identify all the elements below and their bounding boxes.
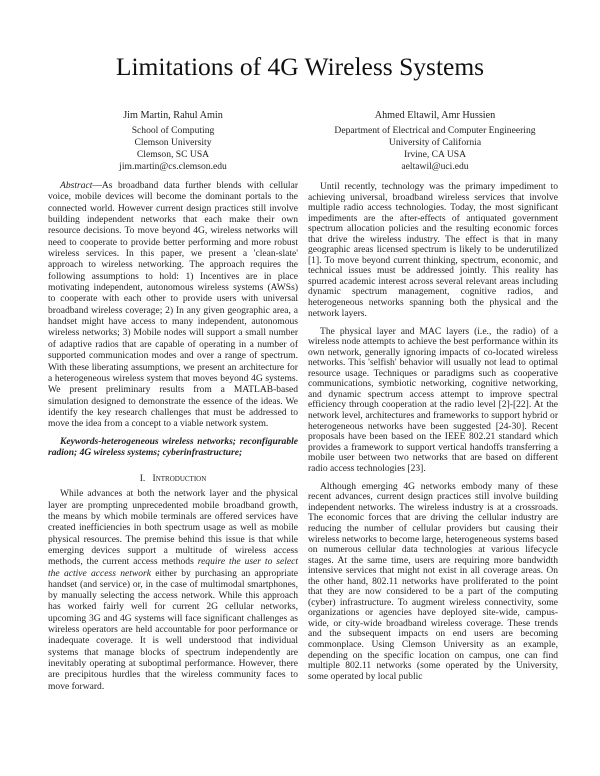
affiliation-line: School of Computing: [131, 125, 215, 136]
author-block-1: [58, 110, 288, 173]
abstract-label: Abstract: [60, 180, 93, 191]
body-paragraph: Until recently, technology was the primary impediment to achieving universal, broadband wireless services that involve multiple radio access technologies. Today, the most significant impediments are the after-effects of antiquated government spectrum allocation policies and the resulting economic forces that drive the wireless industry. The effect is that in many geographic areas licensed spectrum is likely to be underutilized [1]. To move beyond current thinking, spectrum, economic, and technical issues must be addressed jointly. This reality has spurred academic interest across several relevant areas including dynamic spectrum management, cognitive radios, and heterogeneous networks spanning both the physical and the network layers.: [308, 181, 558, 319]
affiliation-line: Department of Electrical and Computer Engineering: [334, 125, 536, 136]
affiliation-line: Clemson University: [134, 137, 212, 148]
keywords: Keywords-heterogeneous wireless networks; reconfigurable radion; 4G wireless systems; cyberinfrastructure;: [48, 435, 298, 458]
left-column: [48, 180, 298, 698]
author-names: Ahmed Eltawil, Amr Hussien: [374, 110, 496, 121]
abstract: [48, 180, 298, 430]
paper-title: Limitations of 4G Wireless Systems: [115, 52, 485, 81]
author-email: aeltawil@uci.edu: [401, 161, 469, 172]
section-heading: I. Introduction: [139, 473, 207, 485]
affiliation-line: Clemson, SC USA: [136, 149, 210, 160]
emphasis-text: require the user to select the active access network: [48, 556, 298, 579]
body-paragraph: The physical layer and MAC layers (i.e., the radio) of a wireless node attempts to achieve the best performance within its own network, generally ignoring impacts of co-located wireless networks. This 'selfish' behavior will usually not lead to optimal resource usage. Techniques or paradigms such as cooperative communications, symbiotic networking, cognitive networking, and dynamic spectrum access attempt to improve spectral efficiency through cooperation at the radio level [2]-[22]. At the network level, architectures and frameworks to support hybrid or heterogeneous networks have been suggested [24-30]. Recent proposals have been based on the IEEE 802.21 standard which provides a framework to support vertical handoffs transferring a mobile user between two networks that are based on different radio access technologies [23].: [308, 325, 558, 474]
section-title: Introduction: [152, 473, 207, 485]
author-block-2: [300, 110, 570, 173]
abstract-text: —As broadband data further blends with cellular voice, mobile devices will become the dominant portals to the connected world. However current design practices still involve building independent networks that each make their own resource decisions. To move beyond 4G, wireless networks will need to cooperate to provide better performing and more robust wireless services. In this paper, we present a 'clean-slate' approach to wireless networking. The approach requires the following assumptions to hold: 1) Incentives are in place motivating independent, autonomous wireless systems (AWSs) to cooperate with each other to provide users with universal broadband wireless coverage; 2) In any given geographic area, a handset might have access to many independent, autonomous wireless networks; 3) Mobile nodes will support a small number of adaptive radios that are capable of operating in a number of supported communication modes and over a range of spectrum. With these liberating assumptions, we present an architecture for a heterogeneous wireless system that moves beyond 4G systems. We present preliminary results from a MATLAB-based simulation designed to demonstrate the essence of the ideas. We identify the key research challenges that must be addressed to move the idea from a concept to a viable network system.: [48, 180, 298, 430]
author-email: jim.martin@cs.clemson.edu: [119, 161, 227, 172]
intro-paragraph: While advances at both the network layer and the physical layer are prompting unprecedented mobile broadband growth, the means by which mobile terminals are offered services have created inefficiencies in both spectrum usage as well as mobile physical resources. The premise behind this issue is that while emerging devices support a multitude of wireless access methods, the current access methods require the user to select the active access network either by purchasing an appropriate handset (and service) or, in the case of multimodal smartphones, by manually selecting the access network. While this approach has worked fairly well for current 2G cellular networks, upcoming 3G and 4G systems will face significant challenges as wireless operators are held accountable for poor performance or inadequate coverage. It is well understood that individual systems that manage blocks of spectrum independently are inevitably operating at suboptimal performance. However, there are precipitous hurdles that the wireless community faces to move forward.: [48, 488, 298, 692]
body-paragraph: Although emerging 4G networks embody many of these recent advances, current design practices still involve building independent networks. The wireless industry is at a crossroads. The economic forces that are driving the cellular industry are reducing the number of cellular providers but causing their wireless networks to become large, heterogeneous systems based on numerous cellular data technologies at various lifecycle stages. At the same time, users are requiring more bandwidth intensive services that might not exist in all coverage areas. On the other hand, 802.11 networks have proliferated to the point that they are now considered to be a part of the computing (cyber) infrastructure. To augment wireless connectivity, some organizations or agencies have deployed site-wide, campus-wide, or city-wide broadband wireless coverage. These trends and the subsequent impacts on end users are becoming commonplace. Using Clemson University as an example, depending on the specific location on campus, one can find multiple 802.11 networks (some operated by the University, some operated by local public: [308, 480, 558, 682]
affiliation-line: Irvine, CA USA: [403, 149, 467, 160]
affiliation-line: University of California: [388, 137, 482, 148]
author-names: Jim Martin, Rahul Amin: [123, 110, 223, 121]
right-column: [308, 182, 558, 690]
